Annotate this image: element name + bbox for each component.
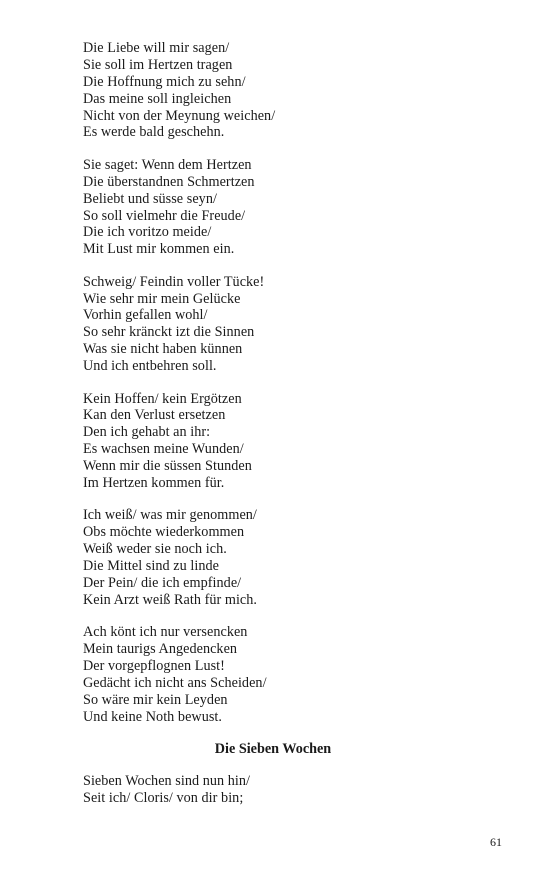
verse-line: Sie saget: Wenn dem Hertzen xyxy=(83,156,252,173)
stanza xyxy=(83,40,503,141)
verse-line: Wenn mir die süssen Stunden xyxy=(83,458,252,475)
verse-line: Beliebt und süsse seyn/ xyxy=(83,190,217,207)
verse-line: Vorhin gefallen wohl/ xyxy=(83,307,208,324)
verse-line: Und keine Noth bewust. xyxy=(83,708,223,725)
verse-line: Nicht von der Meynung weichen/ xyxy=(83,107,276,124)
verse-line: Mein taurigs Angedencken xyxy=(83,641,238,658)
verse-line: Die überstandnen Schmertzen xyxy=(83,173,255,190)
verse-line: Kein Arzt weiß Rath für mich. xyxy=(83,591,258,608)
verse-line: Schweig/ Feindin voller Tücke! xyxy=(83,273,265,290)
verse-line: Ach könt ich nur versencken xyxy=(83,624,248,641)
stanza xyxy=(83,507,503,608)
stanza xyxy=(83,624,503,725)
stanza xyxy=(83,157,503,258)
stanza xyxy=(83,773,503,807)
verse-line: Ich weiß/ was mir genommen/ xyxy=(83,507,257,524)
verse-line: So soll vielmehr die Freude/ xyxy=(83,207,246,224)
poem-title: Die Sieben Wochen xyxy=(214,741,332,758)
verse-line: Es wachsen meine Wunden/ xyxy=(83,441,244,458)
verse-line: Die ich voritzo meide/ xyxy=(83,224,212,241)
verse-line: Obs möchte wiederkommen xyxy=(83,524,245,541)
poem-text xyxy=(83,40,503,822)
verse-line: So wäre mir kein Leyden xyxy=(83,691,228,708)
verse-line: Die Hoffnung mich zu sehn/ xyxy=(83,73,246,90)
verse-line: Die Liebe will mir sagen/ xyxy=(83,40,230,56)
verse-line: So sehr kränckt izt die Sinnen xyxy=(83,324,255,341)
verse-line: Das meine soll ingleichen xyxy=(83,90,232,107)
verse-line: Die Mittel sind zu linde xyxy=(83,558,219,575)
stanza xyxy=(83,274,503,375)
verse-line: Es werde bald geschehn. xyxy=(83,124,225,141)
verse-line: Im Hertzen kommen für. xyxy=(83,474,225,491)
verse-line: Gedächt ich nicht ans Scheiden/ xyxy=(83,674,267,691)
verse-line: Kein Hoffen/ kein Ergötzen xyxy=(83,390,242,407)
verse-line: Wie sehr mir mein Gelücke xyxy=(83,290,241,307)
verse-line: Mit Lust mir kommen ein. xyxy=(83,241,235,258)
verse-line: Seit ich/ Cloris/ von dir bin; xyxy=(83,789,244,806)
verse-line: Sie soll im Hertzen tragen xyxy=(83,56,233,73)
verse-line: Der vorgepflognen Lust! xyxy=(83,658,225,674)
verse-line: Sieben Wochen sind nun hin/ xyxy=(83,773,251,790)
verse-line: Der Pein/ die ich empfinde/ xyxy=(83,574,242,591)
verse-line: Den ich gehabt an ihr: xyxy=(83,424,211,441)
stanza xyxy=(83,391,503,492)
verse-line: Und ich entbehren soll. xyxy=(83,358,217,375)
verse-line: Kan den Verlust ersetzen xyxy=(83,407,226,424)
verse-line: Was sie nicht haben künnen xyxy=(83,341,243,358)
page-number: 61 xyxy=(490,835,502,849)
verse-line: Weiß weder sie noch ich. xyxy=(83,541,227,558)
